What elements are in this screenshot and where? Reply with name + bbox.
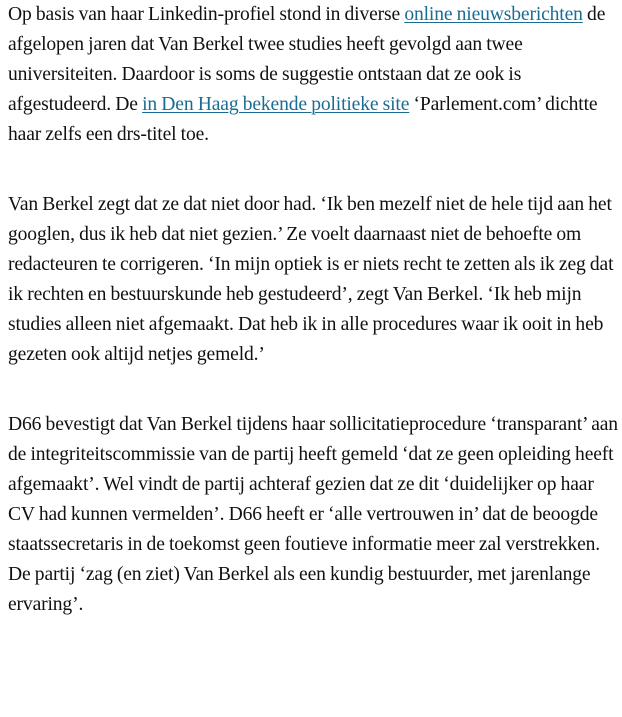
paragraph-text: Van Berkel zegt dat ze dat niet door had. ‘Ik ben mezelf niet de hele tijd aan het googlen, dus ik heb dat niet gezien.’ Ze voelt daarnaast niet de behoefte om redacteuren te corrigeren. ‘In mijn optiek is er niets recht te zetten als ik zeg dat ik rechten en bestuurskunde heb gestudeerd’, zegt Van Berkel. ‘Ik heb mijn studies alleen niet afgemaakt. Dat heb ik in alle procedures waar ik ooit in heb gezeten ook altijd netjes gemeld.’ — [8, 194, 614, 365]
paragraph-text: de afgelopen jaren dat Van Berkel twee studies heeft gevolgd aan twee universiteiten. Daardoor is soms de suggestie ontstaan dat ze ook is afgestudeerd. De — [8, 4, 606, 115]
paragraph-linkedin-profile — [8, 0, 618, 150]
paragraph-van-berkel-response — [8, 190, 618, 370]
paragraph-text: D66 bevestigt dat Van Berkel tijdens haar sollicitatieprocedure ‘transparant’ aan de integriteitscommissie van de partij heeft gemeld ‘dat ze geen opleiding heeft afgemaakt’. Wel vindt de partij achteraf gezien dat ze dit ‘duidelijker op haar CV had kunnen vermelden’. D66 heeft er ‘alle vertrouwen in’ dat de beoogde staatssecretaris in de toekomst geen foutieve informatie meer zal verstrekken. De partij ‘zag (en ziet) Van Berkel als een kundig bestuurder, met jarenlange ervaring’. — [8, 414, 618, 615]
link-politieke-site[interactable]: in Den Haag bekende politieke site — [142, 94, 410, 115]
link-online-nieuwsberichten[interactable]: online nieuwsberichten — [404, 4, 583, 25]
paragraph-text: Op basis van haar Linkedin-profiel stond in diverse — [8, 4, 405, 25]
paragraph-d66-statement — [8, 410, 618, 620]
paragraph-text: ‘Parlement.com’ dichtte haar zelfs een drs-titel toe. — [8, 94, 598, 145]
